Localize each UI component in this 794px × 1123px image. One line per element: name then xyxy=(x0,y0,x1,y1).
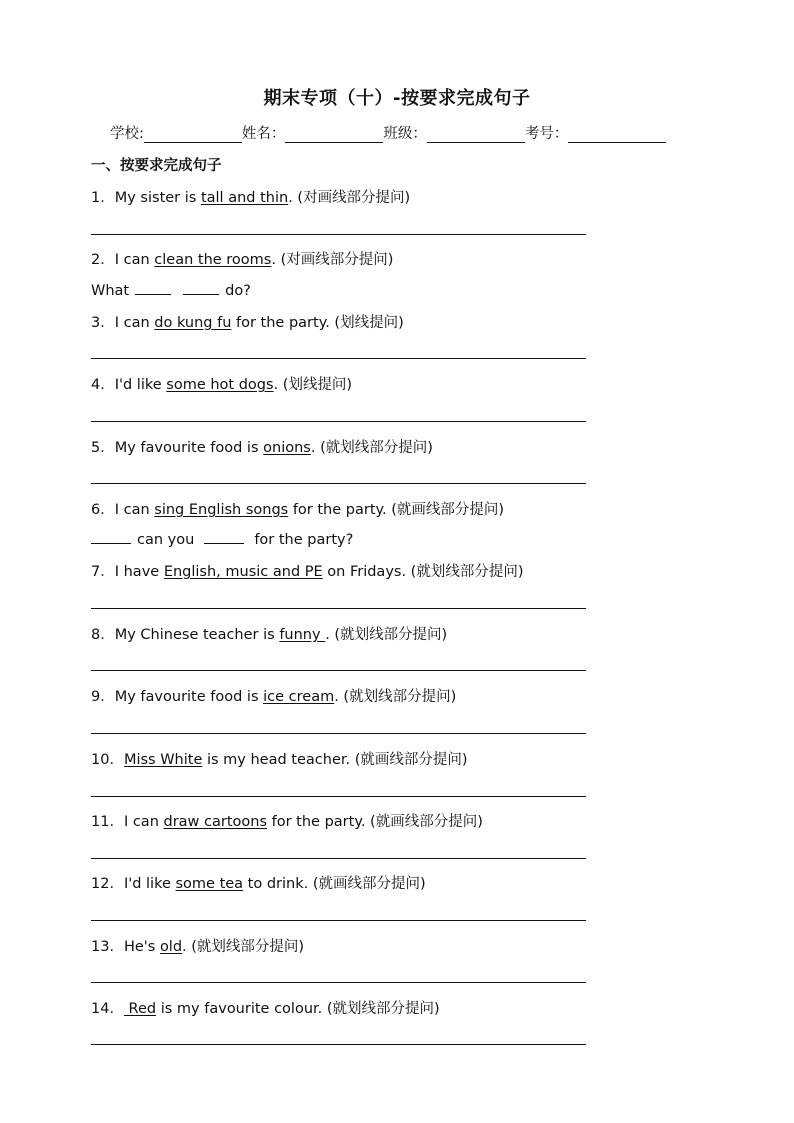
student-info-row xyxy=(110,122,666,143)
question-instruction: on Fridays. (就划线部分提问) xyxy=(322,564,524,580)
question-text: I'd like xyxy=(114,377,167,393)
answer-line-8[interactable] xyxy=(91,670,586,671)
underlined-text: sing English songs xyxy=(154,502,289,518)
page-title: 期末专项（十）-按要求完成句子 xyxy=(263,88,531,109)
answer-line-5[interactable] xyxy=(91,483,586,484)
question-9 xyxy=(91,685,456,706)
question-text: My favourite food is xyxy=(114,440,264,456)
question-instruction: . (就划线部分提问) xyxy=(310,440,433,456)
answer-line-7[interactable] xyxy=(91,608,586,609)
question-text: I can xyxy=(114,252,155,268)
fill-blank[interactable] xyxy=(91,529,131,544)
underlined-text: some tea xyxy=(175,876,244,892)
answer-line-10[interactable] xyxy=(91,796,586,797)
exam-no-blank[interactable] xyxy=(568,126,666,143)
question-instruction: is my head teacher. (就画线部分提问) xyxy=(202,752,468,768)
answer-line-3[interactable] xyxy=(91,358,586,359)
question-number: 7． xyxy=(91,564,115,580)
question-number: 2． xyxy=(91,252,115,268)
name-label: 姓名： xyxy=(241,126,286,142)
question-instruction: for the party. (就画线部分提问) xyxy=(267,814,483,830)
question-number: 8． xyxy=(91,627,115,643)
underlined-text: Red xyxy=(123,1001,157,1017)
question-instruction: . (对画线部分提问) xyxy=(271,252,394,268)
fill-text: What xyxy=(91,283,130,299)
question-text: My sister is xyxy=(114,190,201,206)
underlined-text: clean the rooms xyxy=(154,252,272,268)
question-number: 9． xyxy=(91,689,115,705)
class-blank[interactable] xyxy=(427,126,525,143)
answer-line-4[interactable] xyxy=(91,421,586,422)
question-2 xyxy=(91,248,393,269)
question-number: 4． xyxy=(91,377,115,393)
question-2-fill-line xyxy=(91,280,251,299)
underlined-text: Miss White xyxy=(123,752,203,768)
question-12 xyxy=(91,872,426,893)
name-blank[interactable] xyxy=(285,126,383,143)
question-6-fill-line xyxy=(91,529,353,548)
section-title: 一、按要求完成句子 xyxy=(91,158,222,174)
question-number: 14． xyxy=(91,1001,124,1017)
underlined-text: English, music and PE xyxy=(163,564,323,580)
school-label: 学校: xyxy=(110,126,144,142)
question-3 xyxy=(91,311,404,332)
question-5 xyxy=(91,436,433,457)
question-number: 5． xyxy=(91,440,115,456)
question-instruction: . (就划线部分提问) xyxy=(325,627,448,643)
underlined-text: some hot dogs xyxy=(166,377,274,393)
question-11 xyxy=(91,810,483,831)
question-instruction: . (对画线部分提问) xyxy=(288,190,411,206)
answer-line-11[interactable] xyxy=(91,858,586,859)
question-text: My Chinese teacher is xyxy=(114,627,280,643)
question-number: 11． xyxy=(91,814,124,830)
answer-line-9[interactable] xyxy=(91,733,586,734)
question-text: I can xyxy=(123,814,164,830)
underlined-text: do kung fu xyxy=(154,315,232,331)
answer-line-14[interactable] xyxy=(91,1044,586,1045)
fill-blank[interactable] xyxy=(204,529,244,544)
exam-no-label: 考号： xyxy=(524,126,569,142)
question-number: 1． xyxy=(91,190,115,206)
question-14 xyxy=(91,997,440,1018)
question-6 xyxy=(91,498,504,519)
question-instruction: for the party. (划线提问) xyxy=(231,315,404,331)
question-number: 12． xyxy=(91,876,124,892)
question-4 xyxy=(91,373,352,394)
fill-text: for the party? xyxy=(254,532,354,548)
underlined-text: old xyxy=(159,939,183,955)
underlined-text: tall and thin xyxy=(200,190,289,206)
question-instruction: to drink. (就画线部分提问) xyxy=(243,876,426,892)
question-10 xyxy=(91,748,468,769)
question-instruction: . (划线提问) xyxy=(273,377,353,393)
question-instruction: . (就划线部分提问) xyxy=(334,689,457,705)
underlined-text: funny xyxy=(279,627,326,643)
fill-text: can you xyxy=(137,532,195,548)
fill-text: do? xyxy=(225,283,251,299)
question-instruction: . (就划线部分提问) xyxy=(182,939,305,955)
question-text: I can xyxy=(114,502,155,518)
answer-line-1[interactable] xyxy=(91,234,586,235)
question-13 xyxy=(91,935,304,956)
question-text: I'd like xyxy=(123,876,176,892)
question-number: 10． xyxy=(91,752,124,768)
question-text: My favourite food is xyxy=(114,689,264,705)
question-number: 3． xyxy=(91,315,115,331)
question-1 xyxy=(91,186,410,207)
question-text: I can xyxy=(114,315,155,331)
fill-blank[interactable] xyxy=(183,280,219,295)
question-text: He's xyxy=(123,939,160,955)
underlined-text: ice cream xyxy=(263,689,335,705)
school-blank[interactable] xyxy=(144,126,242,143)
question-number: 6． xyxy=(91,502,115,518)
question-7 xyxy=(91,560,523,581)
question-instruction: is my favourite colour. (就划线部分提问) xyxy=(156,1001,440,1017)
underlined-text: onions xyxy=(263,440,311,456)
question-8 xyxy=(91,623,447,644)
underlined-text: draw cartoons xyxy=(163,814,268,830)
question-text: I have xyxy=(114,564,164,580)
fill-blank[interactable] xyxy=(135,280,171,295)
class-label: 班级： xyxy=(383,126,427,142)
answer-line-12[interactable] xyxy=(91,920,586,921)
question-instruction: for the party. (就画线部分提问) xyxy=(288,502,505,518)
question-number: 13． xyxy=(91,939,124,955)
answer-line-13[interactable] xyxy=(91,982,586,983)
